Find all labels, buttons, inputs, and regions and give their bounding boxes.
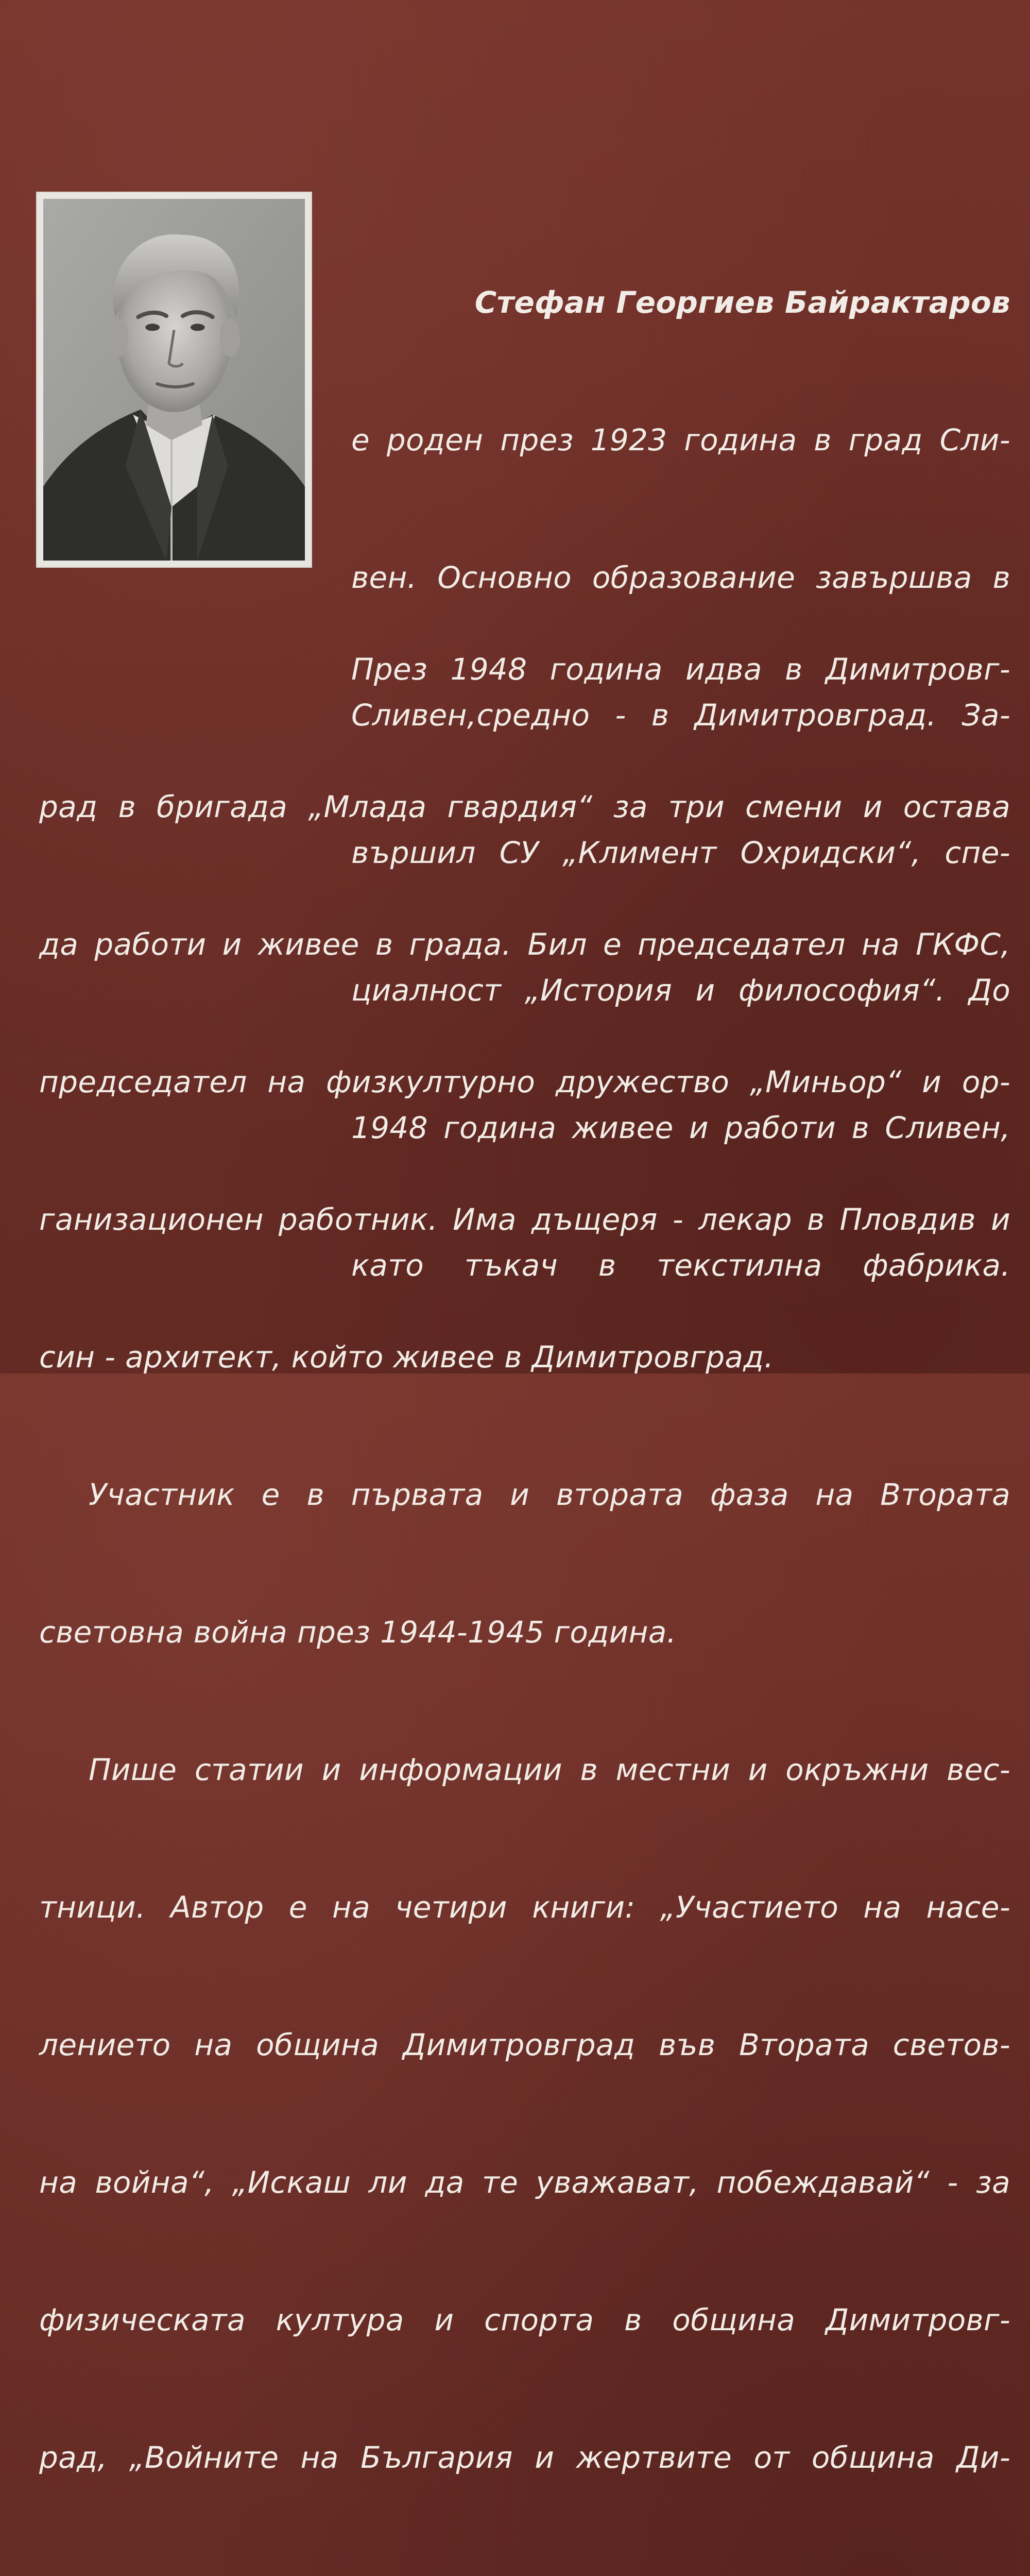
bio-line: председател на физкултурно дружество „Миньор“ и ор- [39, 1064, 1010, 1099]
bio-line: да работи и живее в града. Бил е председател на ГКФС, [39, 927, 1010, 962]
bio-line: рад, „Войните на България и жертвите от община Ди- [39, 2440, 1010, 2475]
author-photo-frame [36, 192, 312, 568]
bio-line: циалност „История и философия“. До [351, 973, 1010, 1008]
bio-line: рад в бригада „Млада гвардия“ за три смени и остава [39, 789, 1010, 824]
bio-line: 1948 година живее и работи в Сливен, [351, 1110, 1010, 1145]
bio-line: вен. Основно образование завършва в [351, 560, 1010, 595]
bio-line [39, 2572, 1010, 2576]
bio-line: на война“, „Искаш ли да те уважават, побеждавай“ - за [39, 2165, 1010, 2200]
bio-line: син - архитект, който живее в Димитровград. [39, 1340, 774, 1375]
bio-line: тници. Автор е на четири книги: „Участието на насе- [39, 1890, 1010, 1925]
bio-line: лението на община Димитровград във Втората светов- [39, 2027, 1010, 2062]
bio-line: ганизационен работник. Има дъщеря - лекар в Пловдив и [39, 1202, 1010, 1237]
bio-paragraph-line: Пише статии и информации в местни и окръжни вес- [89, 1752, 1010, 1787]
bio-line: вършил СУ „Климент Охридски“, спе- [351, 835, 1010, 870]
bio-line: е роден през 1923 година в град Сли- [351, 422, 1010, 457]
bio-paragraph-line: Участник е в първата и втората фаза на Втората [89, 1477, 1010, 1512]
author-name: Стефан Георгиев Байрактаров [474, 285, 1010, 320]
bio-line: Сливен,средно - в Димитровград. За- [351, 698, 1010, 733]
bio-line: като тъкач в текстилна фабрика. [351, 1248, 1010, 1283]
portrait-photo-icon [43, 199, 305, 561]
bio-line: През 1948 година идва в Димитровг- [351, 652, 1010, 687]
bio-line: световна война през 1944-1945 година. [39, 1615, 677, 1650]
bio-full-width [39, 555, 1010, 2576]
bio-line: физическата култура и спорта в община Димитровг- [39, 2302, 1010, 2337]
